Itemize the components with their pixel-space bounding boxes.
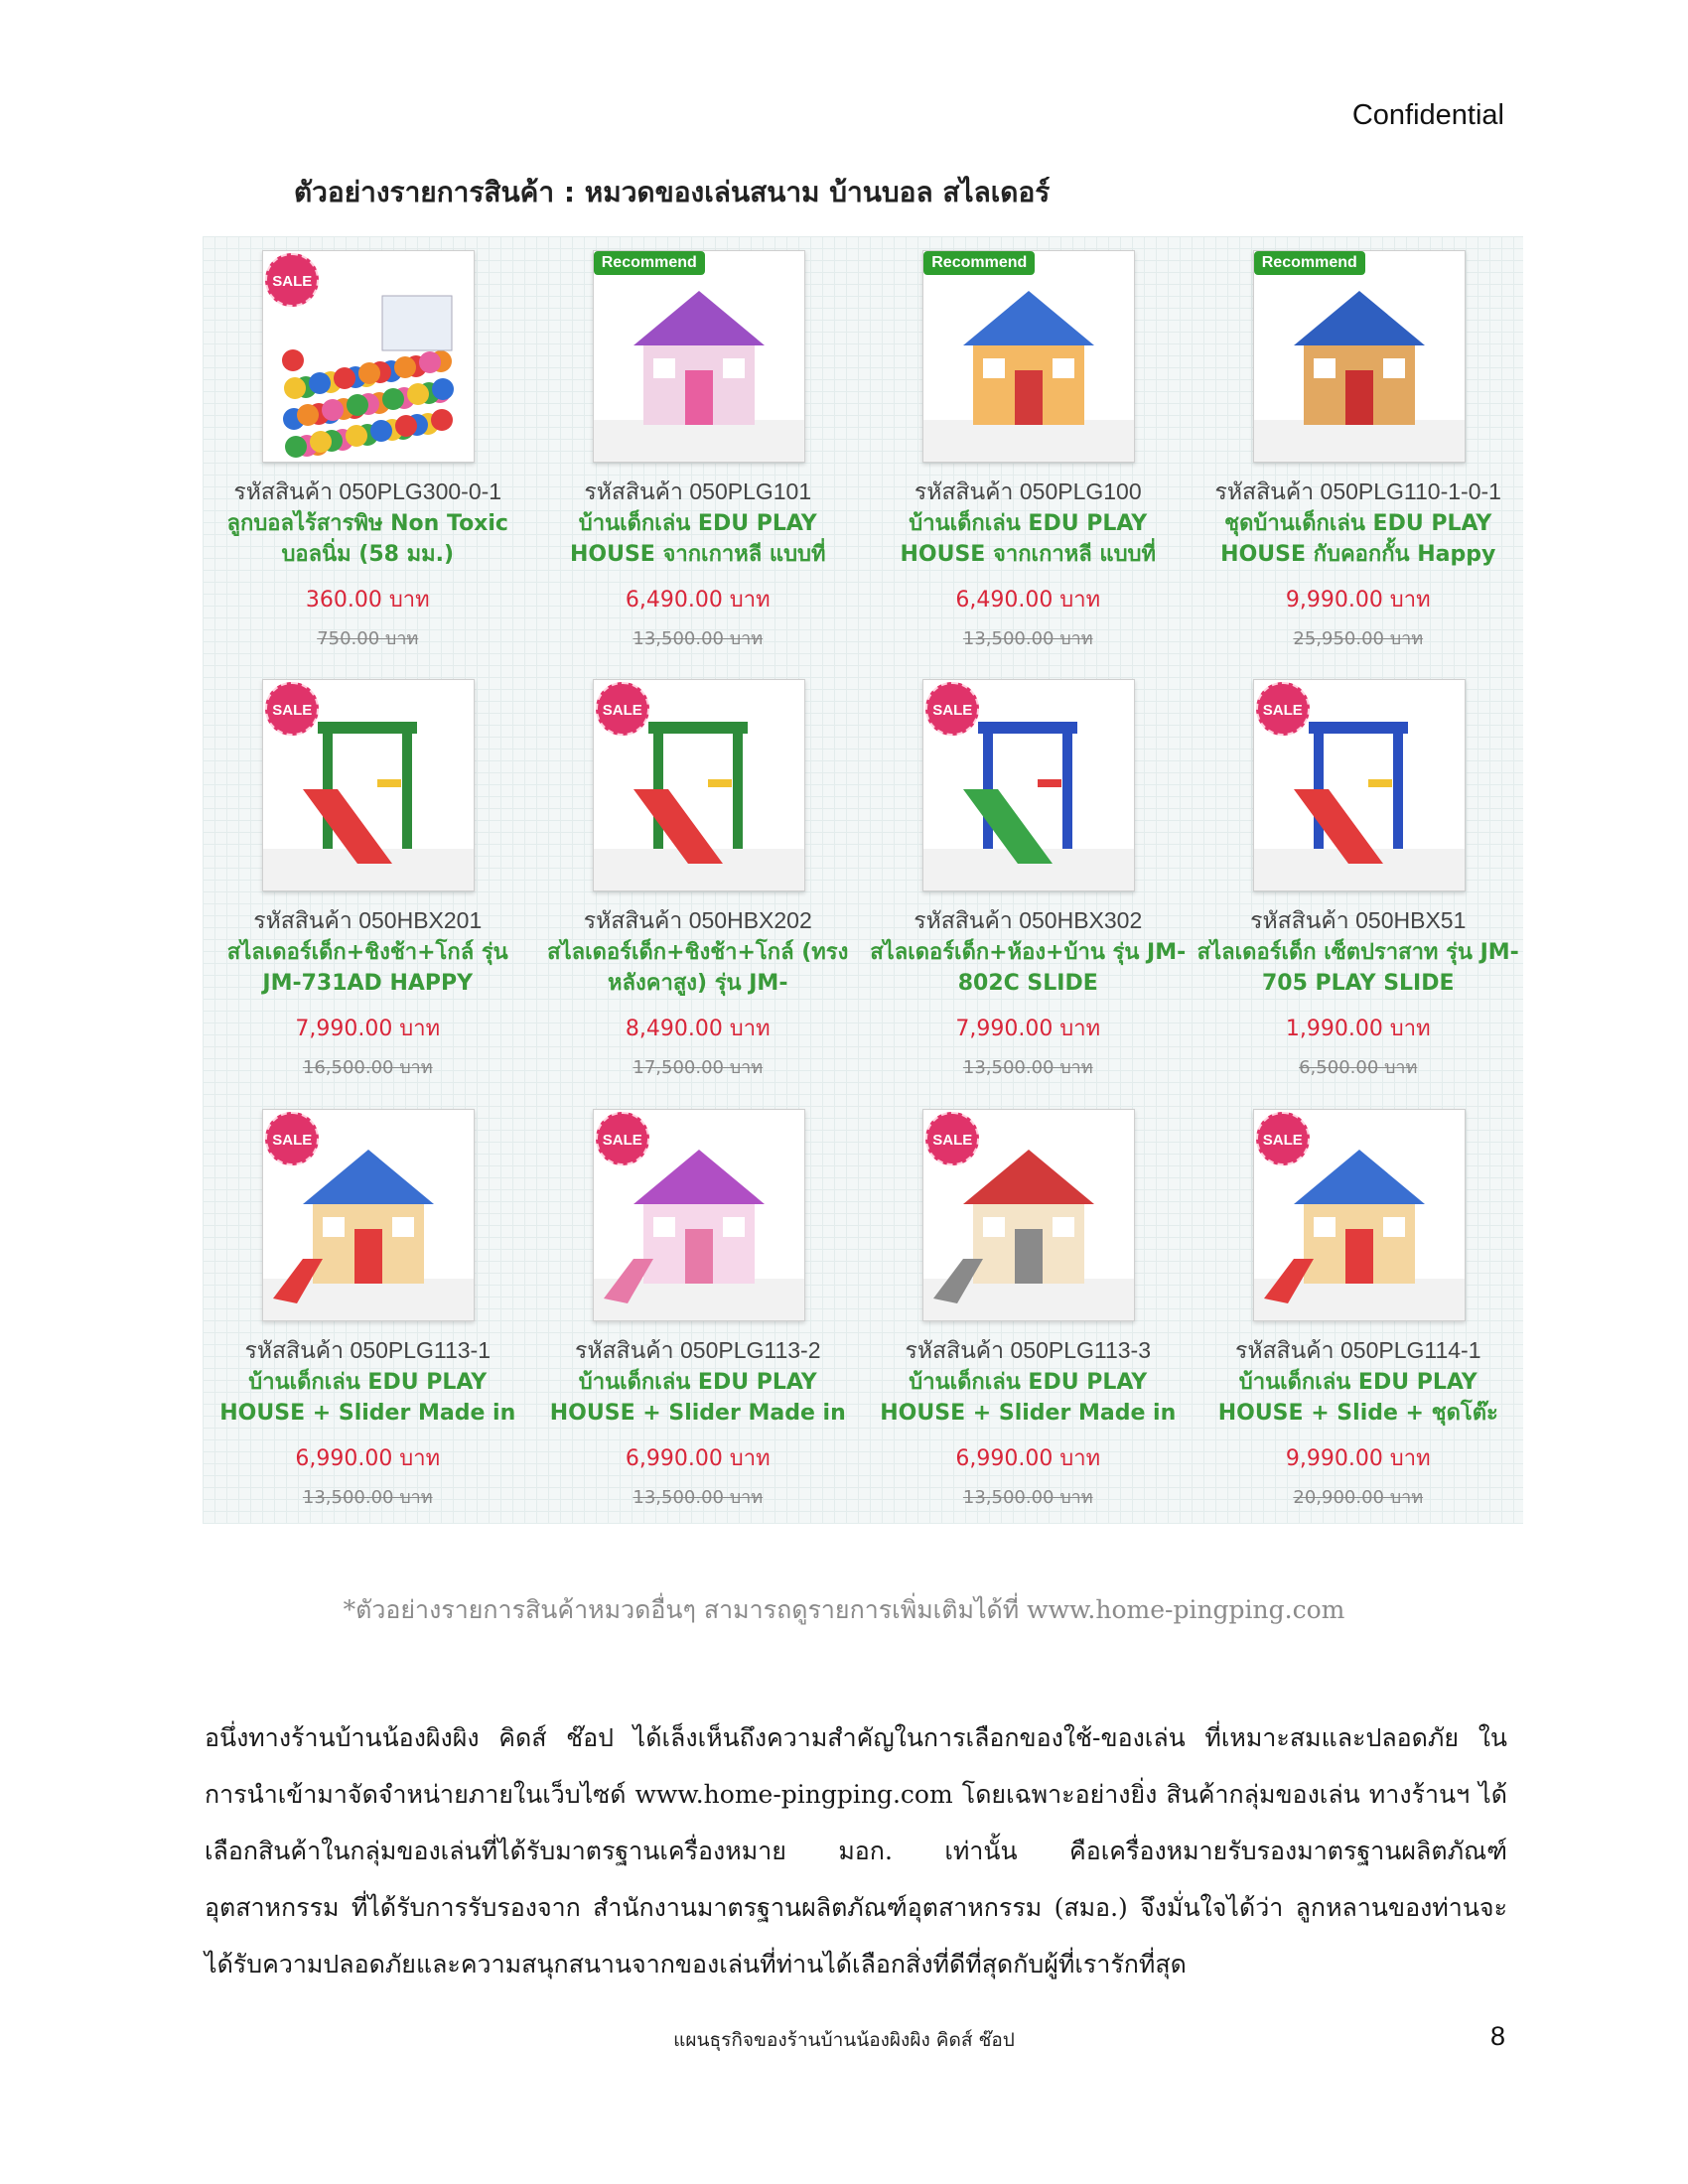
- product-illustration: [1254, 251, 1465, 462]
- product-image[interactable]: [1253, 1109, 1466, 1321]
- product-name[interactable]: สไลเดอร์เด็ก+ห้อง+บ้าน รุ่น JM-802C SLIDE: [870, 940, 1187, 997]
- product-name[interactable]: ชุดบ้านเด็กเล่น EDU PLAY HOUSE กับคอกกั้น Happy: [1220, 511, 1496, 567]
- product-code: รหัสสินค้า 050PLG101: [584, 478, 812, 504]
- product-name[interactable]: บ้านเด็กเล่น EDU PLAY HOUSE + Slider Made in: [880, 1369, 1177, 1426]
- product-image[interactable]: [593, 679, 805, 891]
- product-price: 9,990.00 บาท: [1285, 588, 1431, 613]
- product-image[interactable]: [593, 1109, 805, 1321]
- product-card[interactable]: [863, 236, 1194, 665]
- footnote: *ตัวอย่างรายการสินค้าหมวดอื่นๆ สามารถดูรายการเพิ่มเติมได้ที่ www.home-pingping.com: [343, 1595, 1345, 1624]
- product-image[interactable]: [1253, 250, 1466, 463]
- product-old-price: 13,500.00 บาท: [633, 1486, 764, 1508]
- product-card[interactable]: [1194, 1095, 1524, 1524]
- product-code: รหัสสินค้า 050HBX202: [583, 907, 812, 934]
- product-old-price: 13,500.00 บาท: [962, 1057, 1093, 1079]
- product-illustration: [594, 251, 804, 462]
- product-image[interactable]: [922, 250, 1135, 463]
- recommend-badge: Recommend: [1254, 251, 1365, 275]
- product-card[interactable]: [863, 665, 1194, 1094]
- product-name[interactable]: บ้านเด็กเล่น EDU PLAY HOUSE + Slider Made in: [549, 1369, 846, 1426]
- product-price: 6,990.00 บาท: [955, 1445, 1101, 1471]
- product-name[interactable]: บ้านเด็กเล่น EDU PLAY HOUSE + Slider Made in: [219, 1369, 516, 1426]
- product-old-price: 6,500.00 บาท: [1299, 1057, 1418, 1079]
- product-code: รหัสสินค้า 050HBX201: [253, 907, 483, 934]
- product-price: 360.00 บาท: [305, 588, 430, 613]
- product-card[interactable]: [863, 1095, 1194, 1524]
- sale-badge: SALE: [925, 682, 979, 736]
- product-price: 9,990.00 บาท: [1285, 1445, 1431, 1471]
- product-card[interactable]: [533, 665, 864, 1094]
- sale-badge: SALE: [1256, 682, 1310, 736]
- product-old-price: 750.00 บาท: [317, 628, 419, 649]
- product-price: 6,990.00 บาท: [295, 1445, 441, 1471]
- product-grid: [203, 236, 1523, 1524]
- product-image[interactable]: [922, 1109, 1135, 1321]
- product-code: รหัสสินค้า 050PLG113-3: [905, 1336, 1152, 1363]
- section-title: ตัวอย่างรายการสินค้า : หมวดของเล่นสนาม บ้านบอล สไลเดอร์: [294, 176, 1051, 208]
- product-code: รหัสสินค้า 050HBX51: [1250, 907, 1467, 934]
- product-image[interactable]: [1253, 679, 1466, 891]
- product-old-price: 20,900.00 บาท: [1293, 1486, 1424, 1508]
- product-code: รหัสสินค้า 050PLG300-0-1: [233, 478, 502, 504]
- product-card[interactable]: [533, 236, 864, 665]
- product-price: 7,990.00 บาท: [295, 1017, 441, 1042]
- product-card[interactable]: [203, 1095, 533, 1524]
- product-old-price: 13,500.00 บาท: [962, 628, 1093, 649]
- product-card[interactable]: [203, 236, 533, 665]
- product-image[interactable]: [922, 679, 1135, 891]
- recommend-badge: Recommend: [923, 251, 1035, 275]
- product-illustration: [923, 251, 1134, 462]
- sale-badge: SALE: [596, 1112, 649, 1165]
- product-name[interactable]: สไลเดอร์เด็ก เซ็ตปราสาท รุ่น JM-705 PLAY SLIDE: [1196, 940, 1519, 997]
- product-image[interactable]: [262, 250, 475, 463]
- sale-badge: SALE: [265, 1112, 319, 1165]
- product-old-price: 13,500.00 บาท: [302, 1486, 433, 1508]
- product-name[interactable]: สไลเดอร์เด็ก+ชิงช้า+โกล์ (ทรงหลังคาสูง) รุ่น JM-: [547, 940, 849, 997]
- product-name[interactable]: สไลเดอร์เด็ก+ชิงช้า+โกล์ รุ่น JM-731AD HAPPY: [226, 940, 508, 997]
- product-code: รหัสสินค้า 050PLG113-1: [244, 1336, 492, 1363]
- product-old-price: 17,500.00 บาท: [633, 1057, 764, 1079]
- sale-badge: SALE: [596, 682, 649, 736]
- recommend-badge: Recommend: [594, 251, 705, 275]
- product-name[interactable]: ลูกบอลไร้สารพิษ Non Toxic บอลนิ่ม (58 มม.): [226, 511, 508, 567]
- product-card[interactable]: [1194, 665, 1524, 1094]
- product-card[interactable]: [1194, 236, 1524, 665]
- product-price: 6,490.00 บาท: [625, 588, 771, 613]
- product-card[interactable]: [203, 665, 533, 1094]
- product-code: รหัสสินค้า 050PLG110-1-0-1: [1214, 478, 1501, 504]
- product-card[interactable]: [533, 1095, 864, 1524]
- sale-badge: SALE: [265, 253, 319, 307]
- product-image[interactable]: [593, 250, 805, 463]
- product-code: รหัสสินค้า 050PLG100: [914, 478, 1142, 504]
- footer-title: แผนธุรกิจของร้านบ้านน้องผิงผิง คิดส์ ช๊อป: [673, 2029, 1015, 2051]
- product-image[interactable]: [262, 679, 475, 891]
- product-price: 8,490.00 บาท: [625, 1017, 771, 1042]
- product-price: 6,490.00 บาท: [955, 588, 1101, 613]
- product-image[interactable]: [262, 1109, 475, 1321]
- sale-badge: SALE: [1256, 1112, 1310, 1165]
- page-number: 8: [1489, 2021, 1505, 2051]
- product-code: รหัสสินค้า 050HBX302: [914, 907, 1143, 934]
- product-code: รหัสสินค้า 050PLG113-2: [574, 1336, 821, 1363]
- product-price: 1,990.00 บาท: [1285, 1017, 1431, 1042]
- product-price: 6,990.00 บาท: [625, 1445, 771, 1471]
- body-paragraph: อนึ่งทางร้านบ้านน้องผิงผิง คิดส์ ช๊อป ได้เล็งเห็นถึงความสำคัญในการเลือกของใช้-ของเล่น ที่เหมาะสมและปลอดภัย ในการนำเข้ามาจัดจำหน่ายภายในเว็บไซด์ www.home-pingping.com โดยเฉพาะอย่างยิ่ง สินค้ากลุ่มของเล่น ทางร้านฯ ได้เลือกสินค้าในกลุ่มของเล่นที่ได้รับมาตรฐานเครื่องหมาย มอก. เท่านั้น คือเครื่องหมายรับรองมาตรฐานผลิตภัณฑ์อุตสาหกรรม ที่ได้รับการรับรองจาก สำนักงานมาตรฐานผลิตภัณฑ์อุตสาหกรรม (สมอ.) จึงมั่นใจได้ว่า ลูกหลานของท่านจะได้รับความปลอดภัยและความสนุกสนานจากของเล่นที่ท่านได้เลือกสิ่งที่ดีที่สุดกับผู้ที่เรารักที่สุด: [205, 1723, 1507, 1979]
- product-old-price: 13,500.00 บาท: [962, 1486, 1093, 1508]
- product-price: 7,990.00 บาท: [955, 1017, 1101, 1042]
- product-old-price: 16,500.00 บาท: [302, 1057, 433, 1079]
- sale-badge: SALE: [925, 1112, 979, 1165]
- confidential-label: Confidential: [1351, 99, 1504, 131]
- product-old-price: 25,950.00 บาท: [1293, 628, 1424, 649]
- product-name[interactable]: บ้านเด็กเล่น EDU PLAY HOUSE จากเกาหลี แบบที่: [900, 511, 1157, 567]
- product-name[interactable]: บ้านเด็กเล่น EDU PLAY HOUSE + Slide + ชุดโต๊ะ: [1217, 1369, 1498, 1426]
- sale-badge: SALE: [265, 682, 319, 736]
- product-name[interactable]: บ้านเด็กเล่น EDU PLAY HOUSE จากเกาหลี แบบที่: [569, 511, 826, 567]
- product-code: รหัสสินค้า 050PLG114-1: [1234, 1336, 1481, 1363]
- product-old-price: 13,500.00 บาท: [633, 628, 764, 649]
